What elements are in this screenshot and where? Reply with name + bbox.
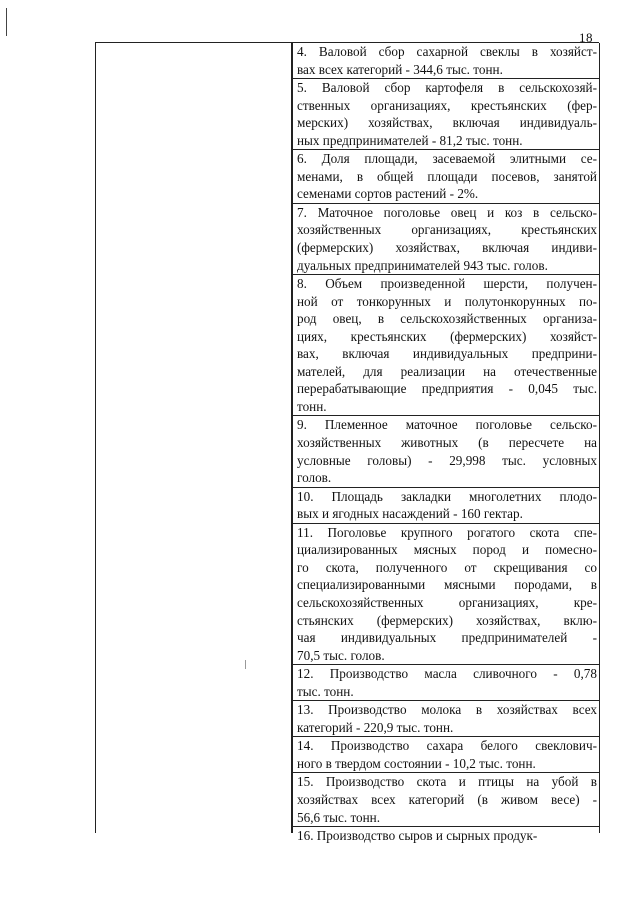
table-row (293, 275, 599, 416)
row-text-line: специализированными мясными породами, в (297, 577, 597, 593)
table-row (293, 488, 599, 524)
row-text-line: дуальных предпринимателей 943 тыс. голов. (297, 257, 548, 273)
table-row (293, 827, 599, 845)
row-text-line: вых и ягодных насаждений - 160 гектар. (297, 506, 523, 522)
margin-edge-mark (6, 8, 7, 36)
row-text-line: 8. Объем произведенной шерсти, получен- (297, 276, 597, 292)
row-text-line: ственных организациях, крестьянских (фер- (297, 97, 597, 113)
row-text-line: 15. Производство скота и птицы на убой в (297, 774, 597, 790)
row-text-line: ных предпринимателей - 81,2 тыс. тонн. (297, 132, 523, 148)
row-text-line: (фермерских) хозяйствах, включая индиви- (297, 240, 597, 256)
table-row (293, 773, 599, 827)
targets-table (95, 42, 599, 844)
table-left-column (96, 43, 293, 833)
row-text-line: 56,6 тыс. тонн. (297, 809, 381, 825)
row-text-line: 70,5 тыс. голов. (297, 647, 385, 663)
table-row (293, 150, 599, 204)
scan-mark (245, 660, 246, 669)
table-row (293, 43, 599, 79)
row-text-line: 4. Валовой сбор сахарной свеклы в хозяйст- (297, 44, 597, 59)
table-row (293, 665, 599, 701)
row-text-line: 5. Валовой сбор картофеля в сельскохозяй- (297, 80, 597, 96)
row-text-line: 10. Площадь закладки многолетних плодо- (297, 488, 597, 504)
page-number: 18 (579, 30, 593, 45)
row-text-line: вах, включая индивидуальных предприни- (297, 346, 597, 362)
table-row (293, 416, 599, 487)
table-row (293, 737, 599, 773)
row-text-line: хозяйственных организациях, крестьянских (297, 222, 597, 238)
row-text-line: циях, крестьянских (фермерских) хозяйст- (297, 328, 597, 344)
row-text-line: семенами сортов растений - 2%. (297, 186, 479, 202)
row-text-line: менами, в общей площади посевов, занятой (297, 168, 597, 184)
row-text-line: категорий - 220,9 тыс. тонн. (297, 719, 454, 735)
row-text-line: хозяйственных животных (в пересчете на (297, 435, 597, 451)
row-text-line: мателей, для реализации на отечественные (297, 363, 597, 379)
row-text-line: перерабатывающие предприятия - 0,045 тыс. (297, 381, 597, 397)
row-text-line: вах всех категорий - 344,6 тыс. тонн. (297, 61, 503, 77)
row-text-line: сельскохозяйственных организациях, кре- (297, 594, 597, 610)
row-text-line: тонн. (297, 398, 327, 414)
row-text-line: 13. Производство молока в хозяйствах всех (297, 702, 597, 718)
table-row (293, 204, 599, 275)
table-right-column (293, 43, 600, 844)
table-row (293, 79, 599, 150)
row-text-line: 12. Производство масла сливочного - 0,78 (297, 666, 597, 682)
row-text-line: хозяйствах всех категорий (в живом весе) - (297, 791, 597, 807)
row-text-line: род овец, в сельскохозяйственных организа- (297, 311, 597, 327)
row-text-line: 9. Племенное маточное поголовье сельско- (297, 417, 597, 433)
row-text-line: стьянских (фермерских) хозяйствах, вклю- (297, 612, 597, 628)
row-text-line: условные головы) - 29,998 тыс. условных (297, 452, 597, 468)
row-text-line: мерских) хозяйствах, включая индивидуаль- (297, 115, 597, 131)
row-text-line: го скота, полученного от скрещивания со (297, 559, 597, 575)
row-text-line: ной от тонкорунных и полутонкорунных по- (297, 293, 597, 309)
row-text-line: голов. (297, 470, 332, 486)
row-text-line: чая индивидуальных предпринимателей - (297, 630, 597, 646)
row-text-line: 14. Производство сахара белого свеклович- (297, 738, 597, 754)
row-text-line: тыс. тонн. (297, 683, 354, 699)
row-text-line: 11. Поголовье крупного рогатого скота спе- (297, 524, 597, 540)
table-row (293, 701, 599, 737)
row-text-line: 6. Доля площади, засеваемой элитными се- (297, 151, 597, 167)
row-text-line: 16. Производство сыров и сырных продук- (297, 828, 538, 844)
row-text-line: ного в твердом состоянии - 10,2 тыс. тонн. (297, 755, 536, 771)
row-text-line: циализированных мясных пород и помесно- (297, 542, 597, 558)
row-text-line: 7. Маточное поголовье овец и коз в сельско- (297, 204, 597, 220)
table-row (293, 524, 599, 665)
